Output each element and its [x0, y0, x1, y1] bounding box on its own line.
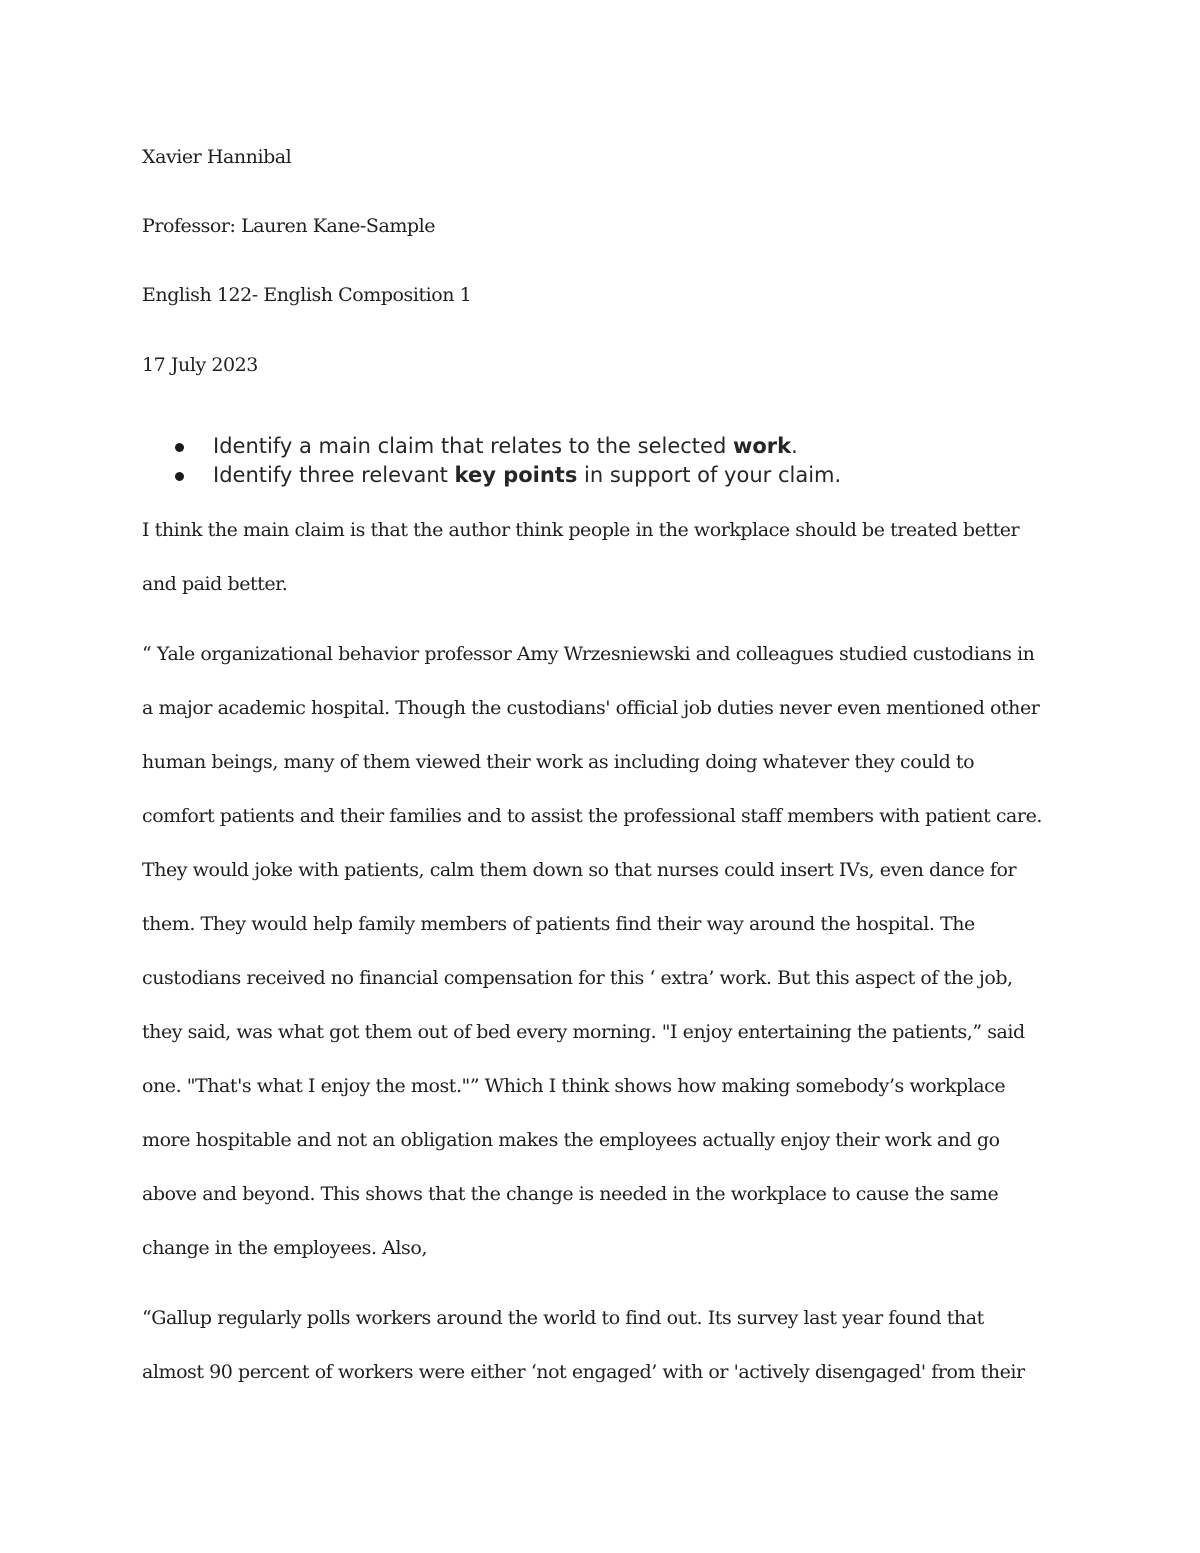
- instruction-item: Identify three relevant key points in support of your claim.: [170, 461, 841, 490]
- text-line: they said, was what got them out of bed every morning. "I enjoy entertaining the patients,” said: [142, 1021, 1025, 1043]
- text-line: above and beyond. This shows that the change is needed in the workplace to cause the same: [142, 1183, 999, 1205]
- text-line: “Gallup regularly polls workers around the world to find out. Its survey last year found that: [142, 1307, 984, 1329]
- text-line: almost 90 percent of workers were either ‘not engaged’ with or 'actively disengaged' from their: [142, 1361, 1025, 1383]
- bullet-icon: [175, 443, 184, 452]
- text-line: one. "That's what I enjoy the most."” Which I think shows how making somebody’s workplace: [142, 1075, 1006, 1097]
- instruction-item: Identify a main claim that relates to the selected work.: [170, 432, 841, 461]
- student-name: Xavier Hannibal: [142, 146, 292, 168]
- text-line: more hospitable and not an obligation makes the employees actually enjoy their work and go: [142, 1129, 1000, 1151]
- text-line: human beings, many of them viewed their work as including doing whatever they could to: [142, 751, 975, 773]
- text-line: them. They would help family members of patients find their way around the hospital. The: [142, 913, 975, 935]
- quote-paragraph-2: [142, 1291, 1072, 1399]
- claim-paragraph: [142, 503, 1072, 611]
- text-line: “ Yale organizational behavior professor Amy Wrzesniewski and colleagues studied custodians in: [142, 643, 1035, 665]
- text-line: I think the main claim is that the author think people in the workplace should be treated better: [142, 519, 1020, 541]
- text-line: change in the employees. Also,: [142, 1237, 427, 1259]
- text-line: and paid better.: [142, 573, 288, 595]
- text-line: They would joke with patients, calm them down so that nurses could insert IVs, even dance for: [142, 859, 1017, 881]
- bullet-icon: [175, 472, 184, 481]
- course-line: English 122- English Composition 1: [142, 284, 472, 306]
- instruction-list: [170, 432, 841, 490]
- date-line: 17 July 2023: [142, 354, 258, 376]
- quote-paragraph-1: [142, 627, 1072, 1275]
- text-line: comfort patients and their families and to assist the professional staff members with patient care.: [142, 805, 1042, 827]
- professor-line: Professor: Lauren Kane-Sample: [142, 215, 436, 237]
- text-line: a major academic hospital. Though the custodians' official job duties never even mentioned other: [142, 697, 1040, 719]
- text-line: custodians received no financial compensation for this ‘ extra’ work. But this aspect of the job,: [142, 967, 1013, 989]
